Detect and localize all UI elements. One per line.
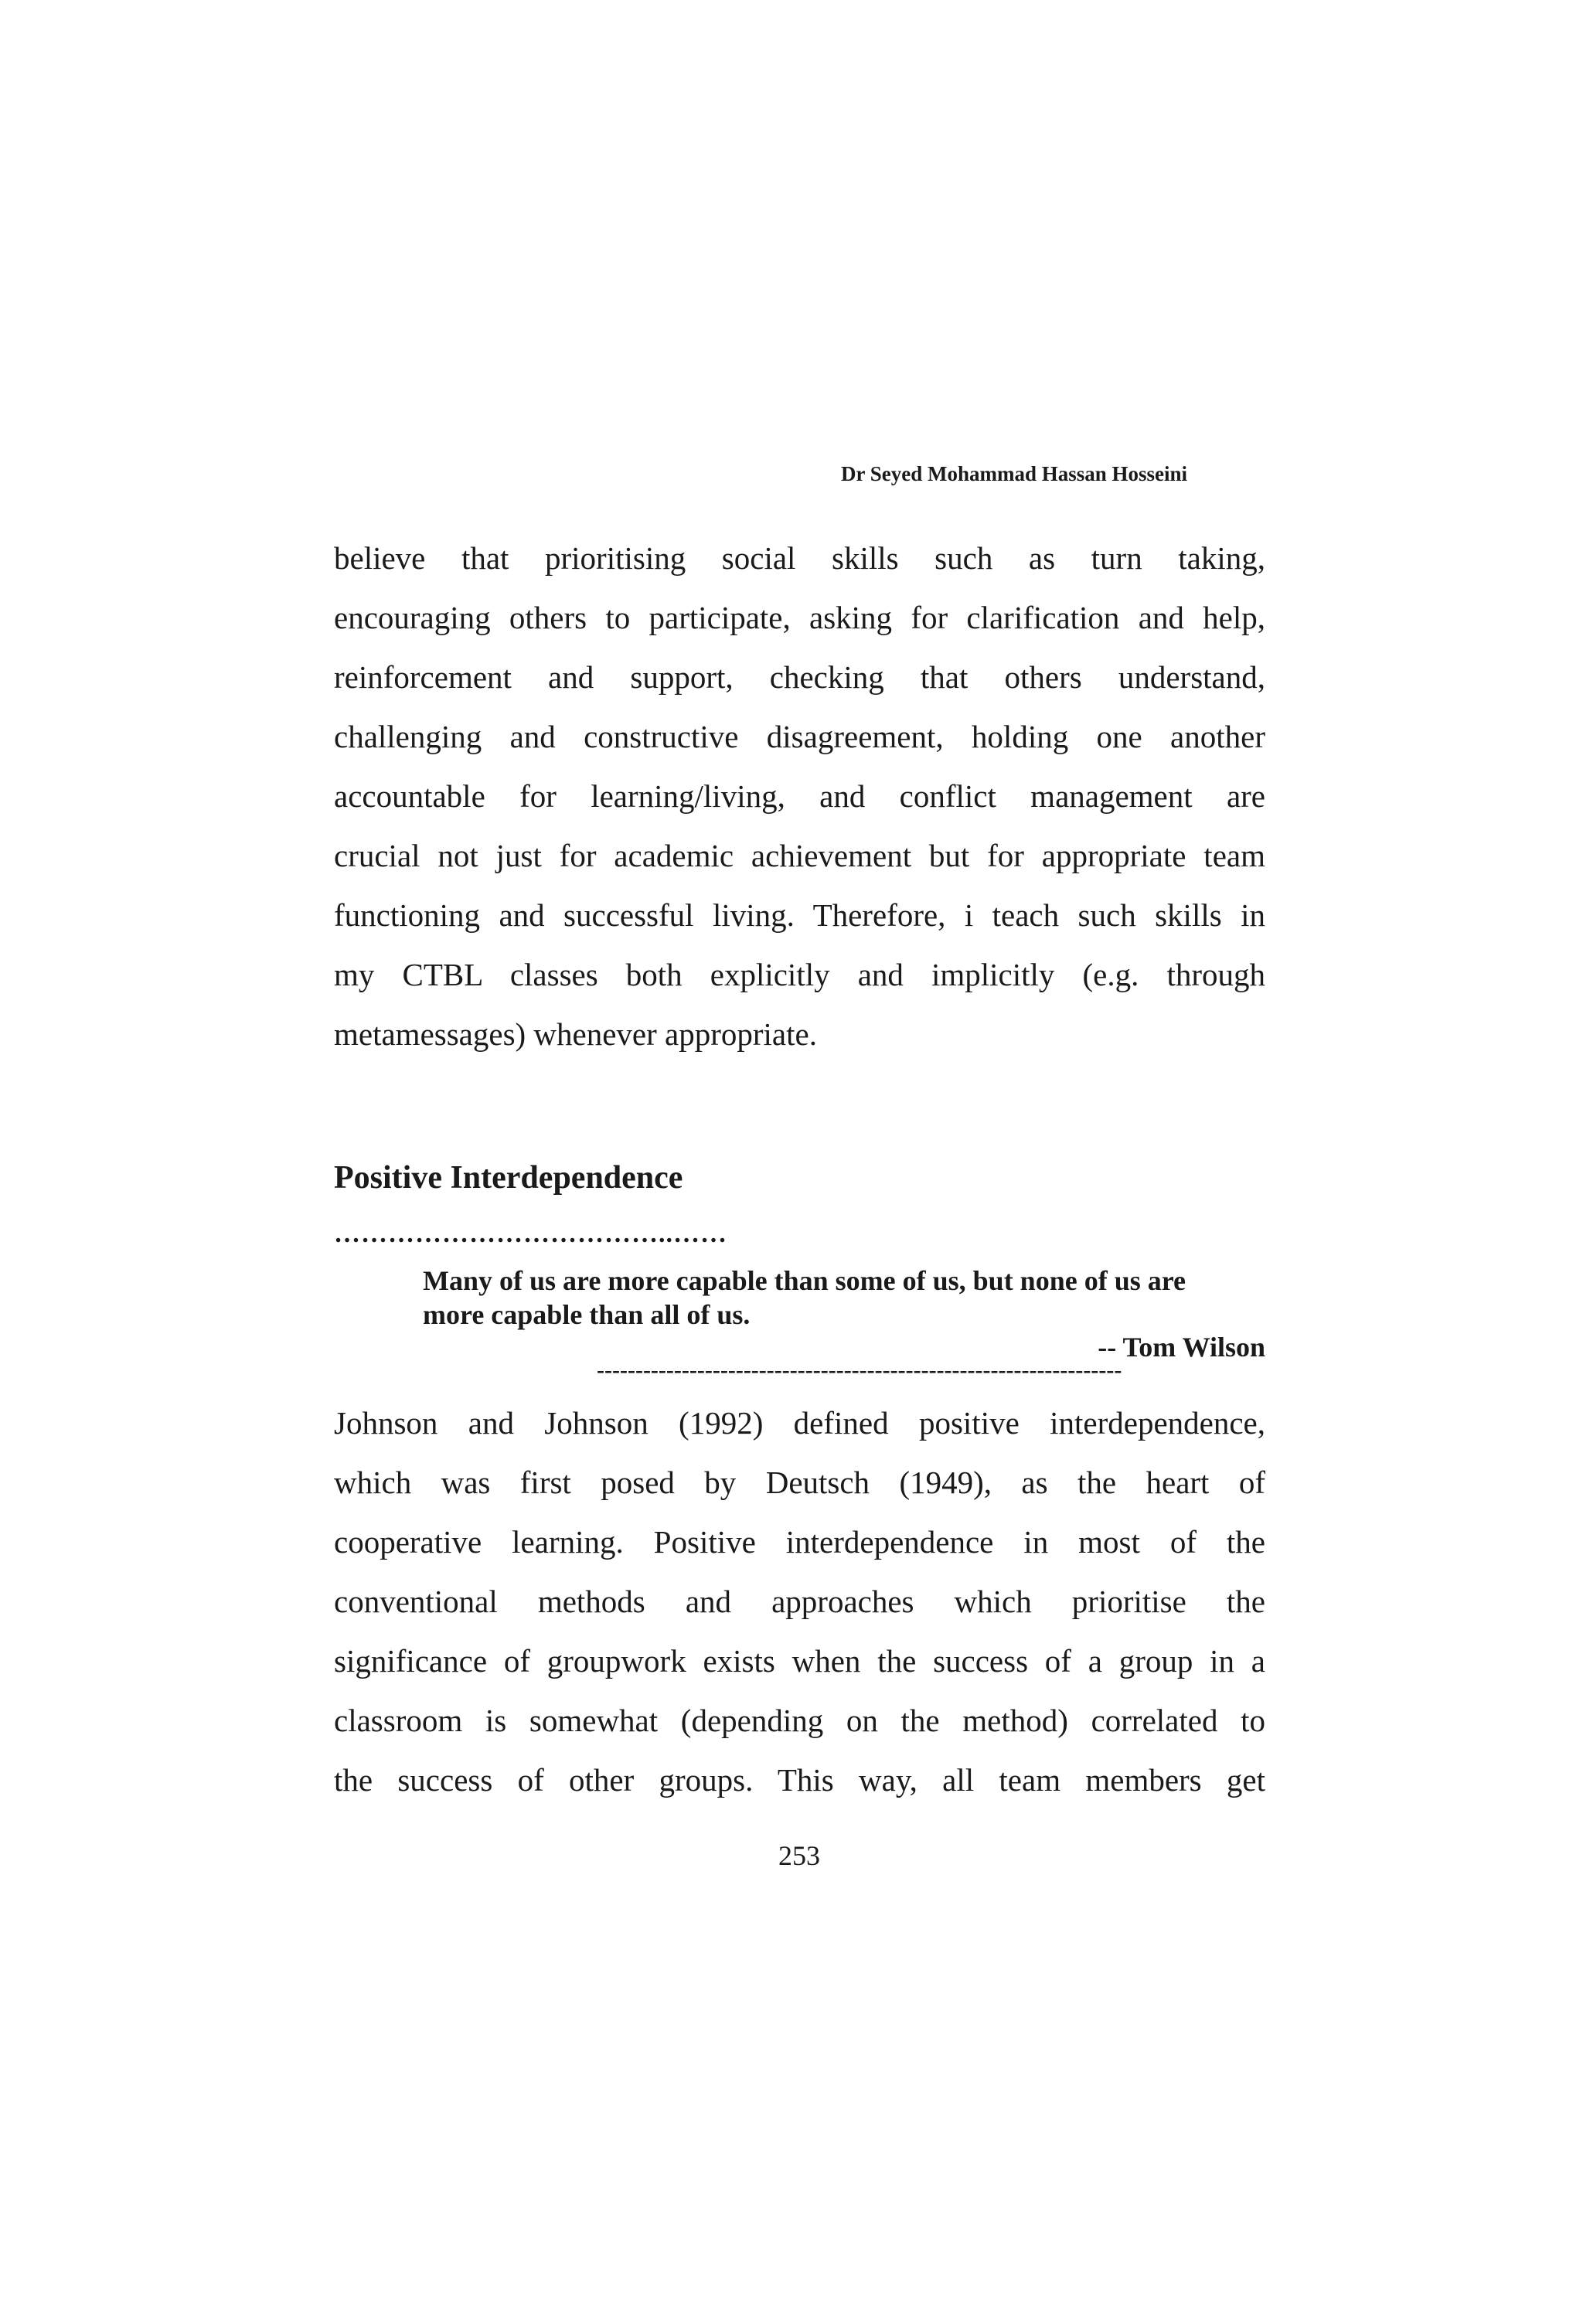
paragraph-line: reinforcement and support, checking that others understand, [334,659,1265,695]
page-number: 253 [778,1840,820,1871]
running-header-author: Dr Seyed Mohammad Hassan Hosseini [841,462,1188,485]
paragraph-line: significance of groupwork exists when the success of a group in a [334,1643,1265,1679]
paragraph-line: functioning and successful living. Therefore, i teach such skills in [334,897,1265,933]
paragraph-line: classroom is somewhat (depending on the method) correlated to [334,1703,1265,1738]
paragraph-line: accountable for learning/living, and conflict management are [334,778,1265,814]
epigraph-quote [423,1264,1242,1332]
paragraph-line: which was first posed by Deutsch (1949), as the heart of [334,1465,1265,1500]
section-heading: Positive Interdependence [334,1160,683,1196]
paragraph-line: Johnson and Johnson (1992) defined positive interdependence, [334,1405,1265,1441]
paragraph-line: metamessages) whenever appropriate. [334,1016,817,1052]
dashed-rule: -------------------------------------------------------------------- [597,1359,1122,1382]
epigraph-attribution: -- Tom Wilson [1098,1332,1265,1363]
epigraph-line: Many of us are more capable than some of us, but none of us are [423,1265,1186,1296]
paragraph-line: the success of other groups. This way, all team members get [334,1762,1265,1798]
epigraph-line: more capable than all of us. [423,1299,751,1330]
paragraph-line: my CTBL classes both explicitly and implicitly (e.g. through [334,957,1265,992]
paragraph-line: cooperative learning. Positive interdependence in most of the [334,1524,1265,1560]
paragraph-line: encouraging others to participate, asking for clarification and help, [334,600,1265,635]
paragraph-line: challenging and constructive disagreement, holding one another [334,719,1265,754]
paragraph-line: believe that prioritising social skills such as turn taking, [334,540,1265,576]
body-paragraph-2 [334,1393,1265,1810]
body-paragraph-1 [334,529,1265,1064]
paragraph-line: crucial not just for academic achievement but for appropriate team [334,838,1265,873]
dotted-separator: ………………………………..…… [334,1220,727,1248]
paragraph-line: conventional methods and approaches which prioritise the [334,1584,1265,1619]
